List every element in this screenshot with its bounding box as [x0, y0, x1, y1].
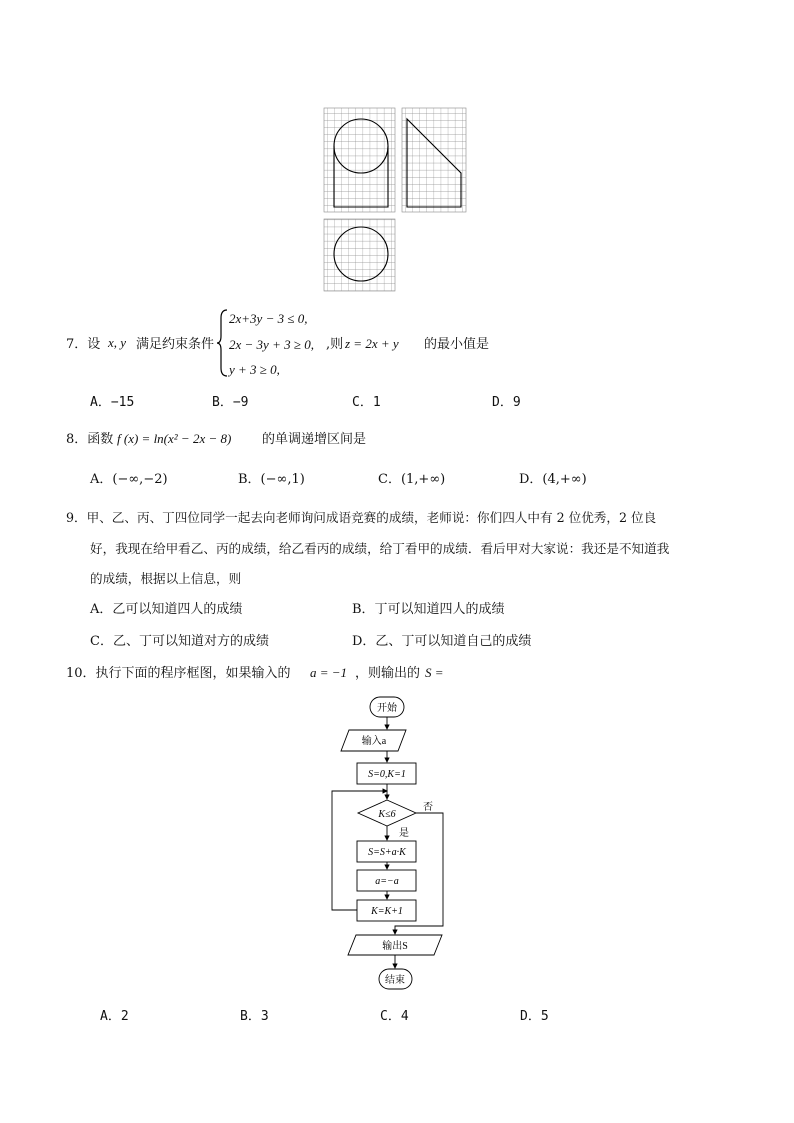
q7-vars: x, y	[108, 335, 127, 350]
flowchart-step1-label: S=S+a·K	[368, 847, 406, 858]
flowchart-no-label: 否	[423, 802, 433, 813]
q7-expr: z = 2x + y	[345, 336, 399, 351]
q10-option-a: A．2	[100, 1009, 129, 1024]
q8-option-c: C．(1,+∞)	[378, 472, 446, 487]
flowchart	[320, 692, 460, 992]
q10-option-b: B．3	[240, 1009, 269, 1024]
q10-output-label: S =	[425, 665, 444, 680]
flowchart-step2-label: a=−a	[375, 876, 399, 887]
q8-suffix: 的单调递增区间是	[262, 432, 367, 447]
q9-option-a: A．乙可以知道四人的成绩	[90, 602, 243, 617]
q7-constraint-3: y + 3 ≥ 0,	[229, 362, 280, 377]
q9-line-1: 9．甲、乙、丙、丁四位同学一起去向老师询问成语竞赛的成绩，老师说：你们四人中有 2 位优秀，2 位良	[66, 510, 657, 525]
flowchart-end-label: 结束	[385, 975, 405, 986]
q10-option-d: D．5	[520, 1009, 549, 1024]
q7-suffix: 的最小值是	[424, 337, 490, 352]
q7-then: ,则	[326, 337, 344, 352]
flowchart-output-label: 输出S	[382, 941, 408, 952]
q7-brace	[216, 308, 228, 378]
q9-option-b: B．丁可以知道四人的成绩	[352, 602, 505, 617]
q8-option-d: D．(4,+∞)	[519, 472, 587, 487]
q7-prefix: 7．设	[66, 337, 101, 352]
q10-mid: ，则输出的	[355, 666, 421, 681]
q7-constraint-1: 2x+3y − 3 ≤ 0,	[229, 311, 308, 326]
q9-line-3: 的成绩，根据以上信息，则	[90, 571, 242, 586]
flowchart-decision-label: K≤6	[378, 809, 396, 820]
q8-option-b: B．(−∞,1)	[238, 472, 305, 487]
q7-option-d: D．9	[492, 395, 521, 410]
q7-constraint-2: 2x − 3y + 3 ≥ 0,	[229, 337, 314, 352]
q9-option-d: D．乙、丁可以知道自己的成绩	[352, 634, 532, 649]
q10-option-c: C．4	[380, 1009, 409, 1024]
q7-option-b: B．−9	[212, 395, 249, 410]
q10-prefix: 10．执行下面的程序框图，如果输入的	[66, 666, 291, 681]
q10-condition: a = −1	[310, 665, 348, 680]
three-view-figure	[320, 106, 480, 296]
flowchart-yes-label: 是	[399, 828, 409, 839]
q8-prefix: 8．函数	[66, 432, 114, 447]
q8-option-a: A．(−∞,−2)	[90, 472, 168, 487]
flowchart-start-label: 开始	[377, 703, 397, 714]
q9-line-2: 好，我现在给甲看乙、丙的成绩，给乙看丙的成绩，给丁看甲的成绩．看后甲对大家说：我还是不知道我	[90, 541, 670, 556]
q7-option-c: C．1	[352, 395, 381, 410]
q8-expr: f (x) = ln(x² − 2x − 8)	[117, 431, 232, 446]
q9-option-c: C．乙、丁可以知道对方的成绩	[90, 634, 269, 649]
top-view-grid	[324, 219, 395, 291]
q7-mid: 满足约束条件	[136, 337, 215, 352]
flowchart-init-label: S=0,K=1	[368, 769, 406, 780]
flowchart-input-label: 输入a	[361, 736, 387, 747]
q7-option-a: A．−15	[90, 395, 135, 410]
flowchart-step3-label: K=K+1	[371, 906, 403, 917]
